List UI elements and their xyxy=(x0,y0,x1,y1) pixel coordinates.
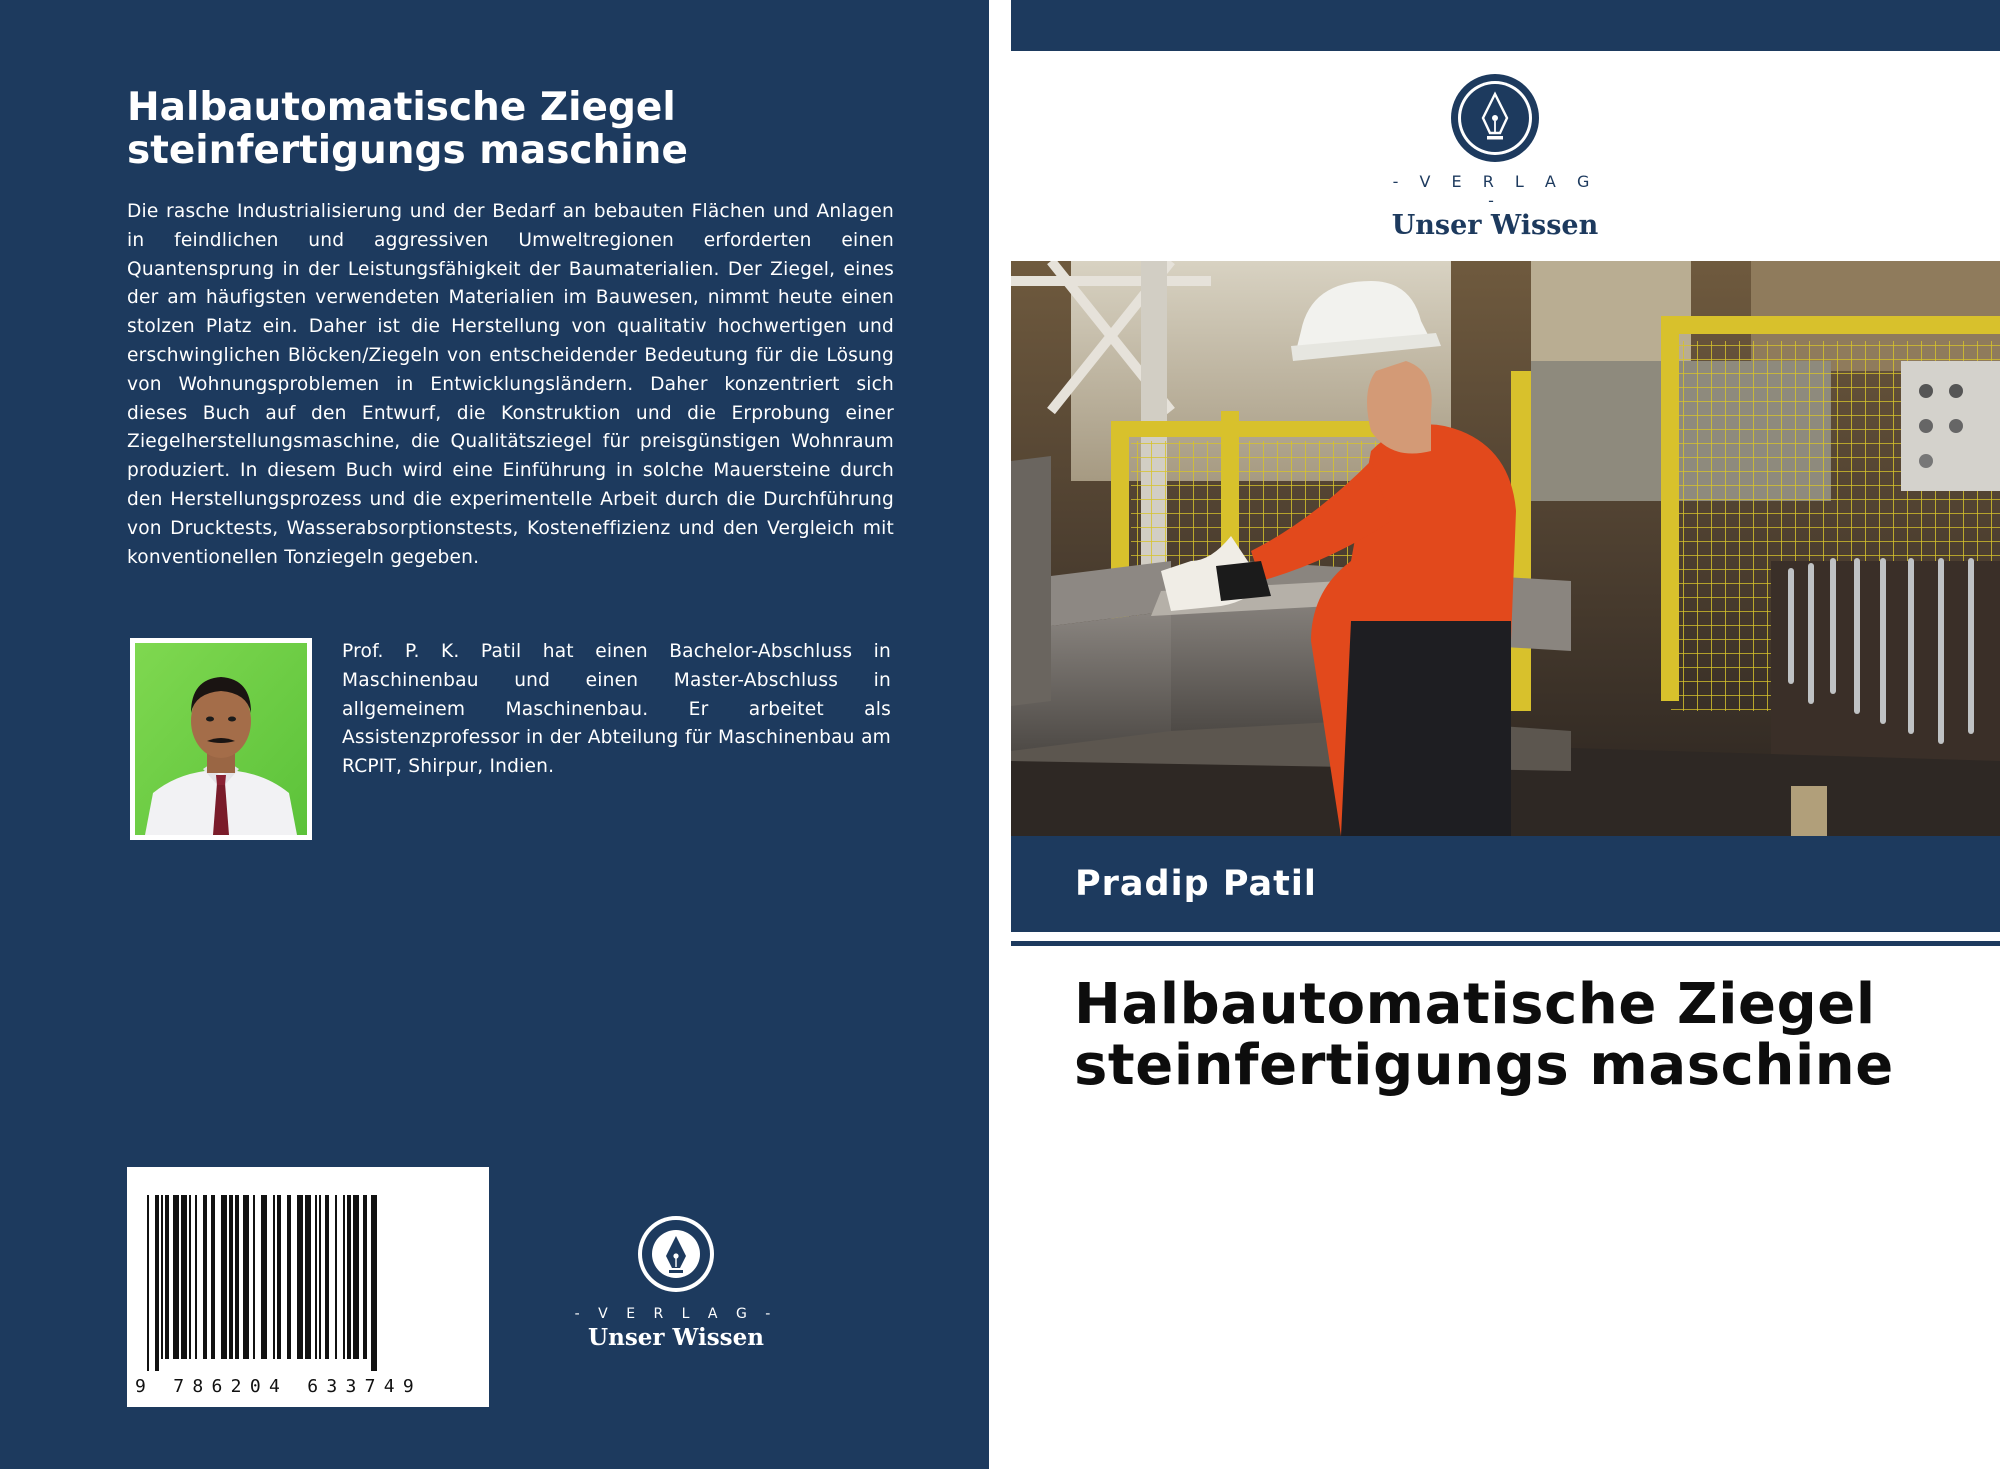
verlag-label: - V E R L A G - xyxy=(1392,172,1598,210)
barcode-bar xyxy=(173,1195,179,1359)
isbn-barcode xyxy=(127,1167,489,1407)
barcode-bar xyxy=(165,1195,169,1359)
author-bio: Prof. P. K. Patil hat einen Bachelor-Abschluss in Maschinenbau und einen Master-Abschluss in allgemeinem Maschinenbau. Er arbeitet als Assistenzprofessor in der Abteilung für Maschinenbau am RCPIT, Shirpur, Indien. xyxy=(342,641,891,778)
barcode-bar xyxy=(235,1195,239,1359)
pen-nib-icon xyxy=(1449,72,1541,164)
publisher-name: Unser Wissen xyxy=(1391,210,1599,241)
front-cover-title xyxy=(1074,974,1974,1096)
barcode-bar xyxy=(195,1195,197,1359)
barcode-bar xyxy=(221,1195,227,1359)
author-photo xyxy=(130,638,312,840)
back-title-line-2: steinfertigungs maschine xyxy=(127,128,688,173)
spine xyxy=(989,0,1011,1469)
verlag-label: - V E R L A G - xyxy=(574,1306,778,1322)
barcode-bar xyxy=(277,1195,281,1359)
publisher-logo-back xyxy=(568,1214,784,1351)
barcode-bar xyxy=(155,1195,159,1371)
barcode-bar xyxy=(305,1195,311,1359)
barcode-bar xyxy=(335,1195,337,1359)
pen-nib-emblem-icon xyxy=(636,1214,716,1294)
barcode-bar xyxy=(211,1195,215,1359)
barcode-bar xyxy=(325,1195,329,1359)
front-title-line-2: steinfertigungs maschine xyxy=(1074,1033,1894,1098)
barcode-bar xyxy=(273,1195,275,1359)
barcode-bar xyxy=(347,1195,351,1359)
barcode-bar xyxy=(297,1195,303,1359)
barcode-bar xyxy=(203,1195,207,1359)
barcode-bar xyxy=(253,1195,255,1359)
cover-photo xyxy=(1011,261,2000,836)
barcode-bar xyxy=(189,1195,191,1359)
barcode-bar xyxy=(363,1195,367,1359)
publisher-logo-front xyxy=(1385,72,1605,241)
title-divider xyxy=(1011,941,2000,946)
barcode-bar xyxy=(353,1195,359,1359)
barcode-bar xyxy=(181,1195,187,1359)
front-title-line-1: Halbautomatische Ziegel xyxy=(1074,972,1876,1037)
barcode-bar xyxy=(343,1195,345,1359)
barcode-digits: 9 786204 633749 xyxy=(135,1376,423,1397)
barcode-bar xyxy=(161,1195,163,1359)
barcode-bar xyxy=(243,1195,249,1359)
author-band xyxy=(1011,836,2000,932)
publisher-name: Unser Wissen xyxy=(588,1324,764,1351)
front-top-bar xyxy=(1011,0,2000,51)
author-name: Pradip Patil xyxy=(1075,864,1317,904)
barcode-bar xyxy=(371,1195,377,1371)
barcode-bar xyxy=(319,1195,321,1359)
barcode-bars xyxy=(127,1167,489,1407)
back-title-line-1: Halbautomatische Ziegel xyxy=(127,85,676,130)
back-cover xyxy=(0,0,989,1469)
barcode-bar xyxy=(147,1195,149,1371)
book-description: Die rasche Industrialisierung und der Bedarf an bebauten Flächen und Anlagen in feindlichen und aggressiven Umweltregionen erforderten einen Quantensprung in der Leistungsfähigkeit der Baumaterialien. Der Ziegel, eines der am häufigsten verwendeten Materialien im Bauwesen, nimmt heute einen stolzen Platz ein. Daher ist die Herstellung von qualitativ hochwertigen und erschwinglichen Blöcken/Ziegeln von entscheidender Bedeutung für die Lösung von Wohnungsproblemen in Entwicklungsländern. Daher konzentriert sich dieses Buch auf den Entwurf, die Konstruktion und die Erprobung einer Ziegelherstellungsmaschine, die Qualitätsziegel für preisgünstigen Wohnraum produziert. In diesem Buch wird eine Einführung in solche Mauersteine durch den Herstellungsprozess und die experimentelle Arbeit durch die Durchführung von Drucktests, Wasserabsorptionstests, Kosteneffizienz und den Vergleich mit konventionellen Tonziegeln gegeben. xyxy=(127,201,894,568)
barcode-bar xyxy=(287,1195,291,1359)
back-cover-title xyxy=(127,86,827,172)
barcode-bar xyxy=(261,1195,267,1359)
barcode-bar xyxy=(229,1195,233,1359)
barcode-bar xyxy=(315,1195,317,1359)
